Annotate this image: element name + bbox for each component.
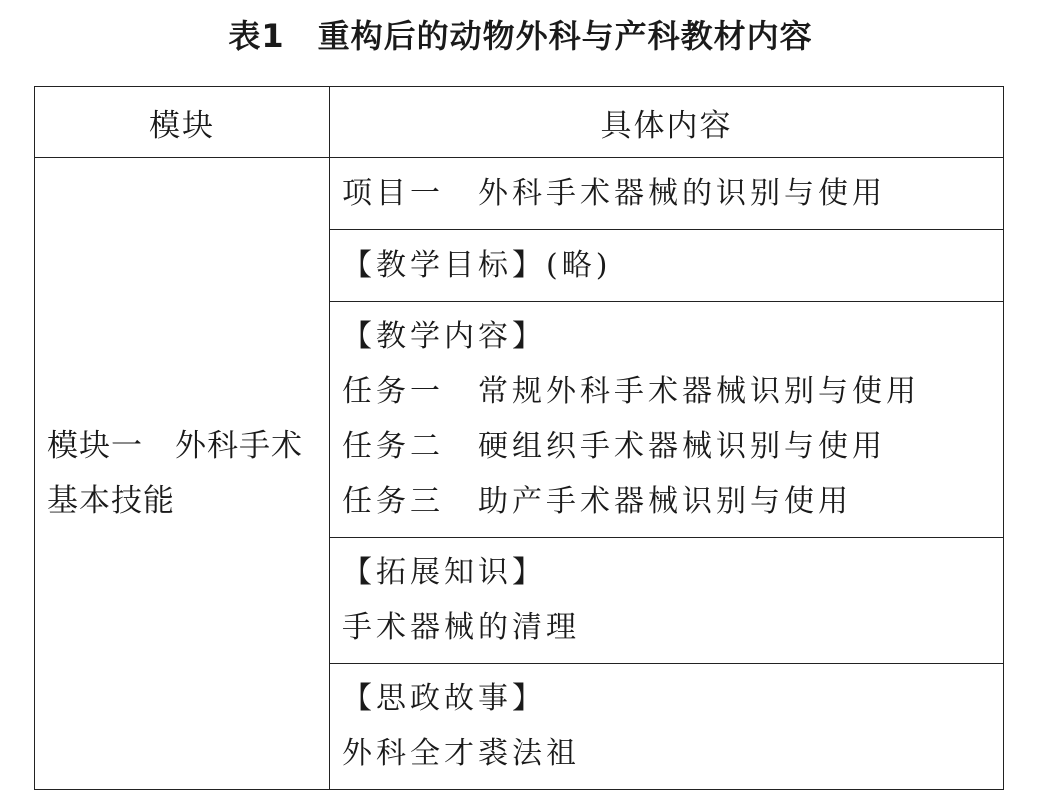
- project-title-cell: [330, 158, 1004, 230]
- table-caption: 表1 重构后的动物外科与产科教材内容: [228, 17, 813, 55]
- ideology-story-cell: [330, 664, 1004, 790]
- project-title: 项目一 外科手术器械的识别与使用: [342, 175, 886, 211]
- extended-knowledge-heading: 【拓展知识】: [342, 555, 546, 590]
- header-content: 具体内容: [330, 87, 1004, 158]
- ideology-story-heading: 【思政故事】: [342, 681, 546, 716]
- table-header-row: [35, 87, 1004, 158]
- header-module: 模块: [35, 87, 330, 158]
- teaching-content-cell: [330, 302, 1004, 538]
- teaching-goal-cell: [330, 230, 1004, 302]
- task-item-1: 任务一 常规外科手术器械识别与使用: [342, 374, 920, 409]
- extended-knowledge-text: 手术器械的清理: [342, 610, 580, 645]
- task-item-3: 任务三 助产手术器械识别与使用: [342, 484, 852, 519]
- task-item-2: 任务二 硬组织手术器械识别与使用: [342, 429, 886, 464]
- table-row: [35, 158, 1004, 230]
- extended-knowledge-cell: [330, 538, 1004, 664]
- module-name: 模块一 外科手术基本技能: [35, 158, 330, 790]
- content-table: [34, 86, 1004, 790]
- teaching-goal: 【教学目标】(略): [342, 247, 612, 283]
- ideology-story-text: 外科全才裘法祖: [342, 736, 580, 771]
- teaching-content-heading: 【教学内容】: [342, 319, 546, 354]
